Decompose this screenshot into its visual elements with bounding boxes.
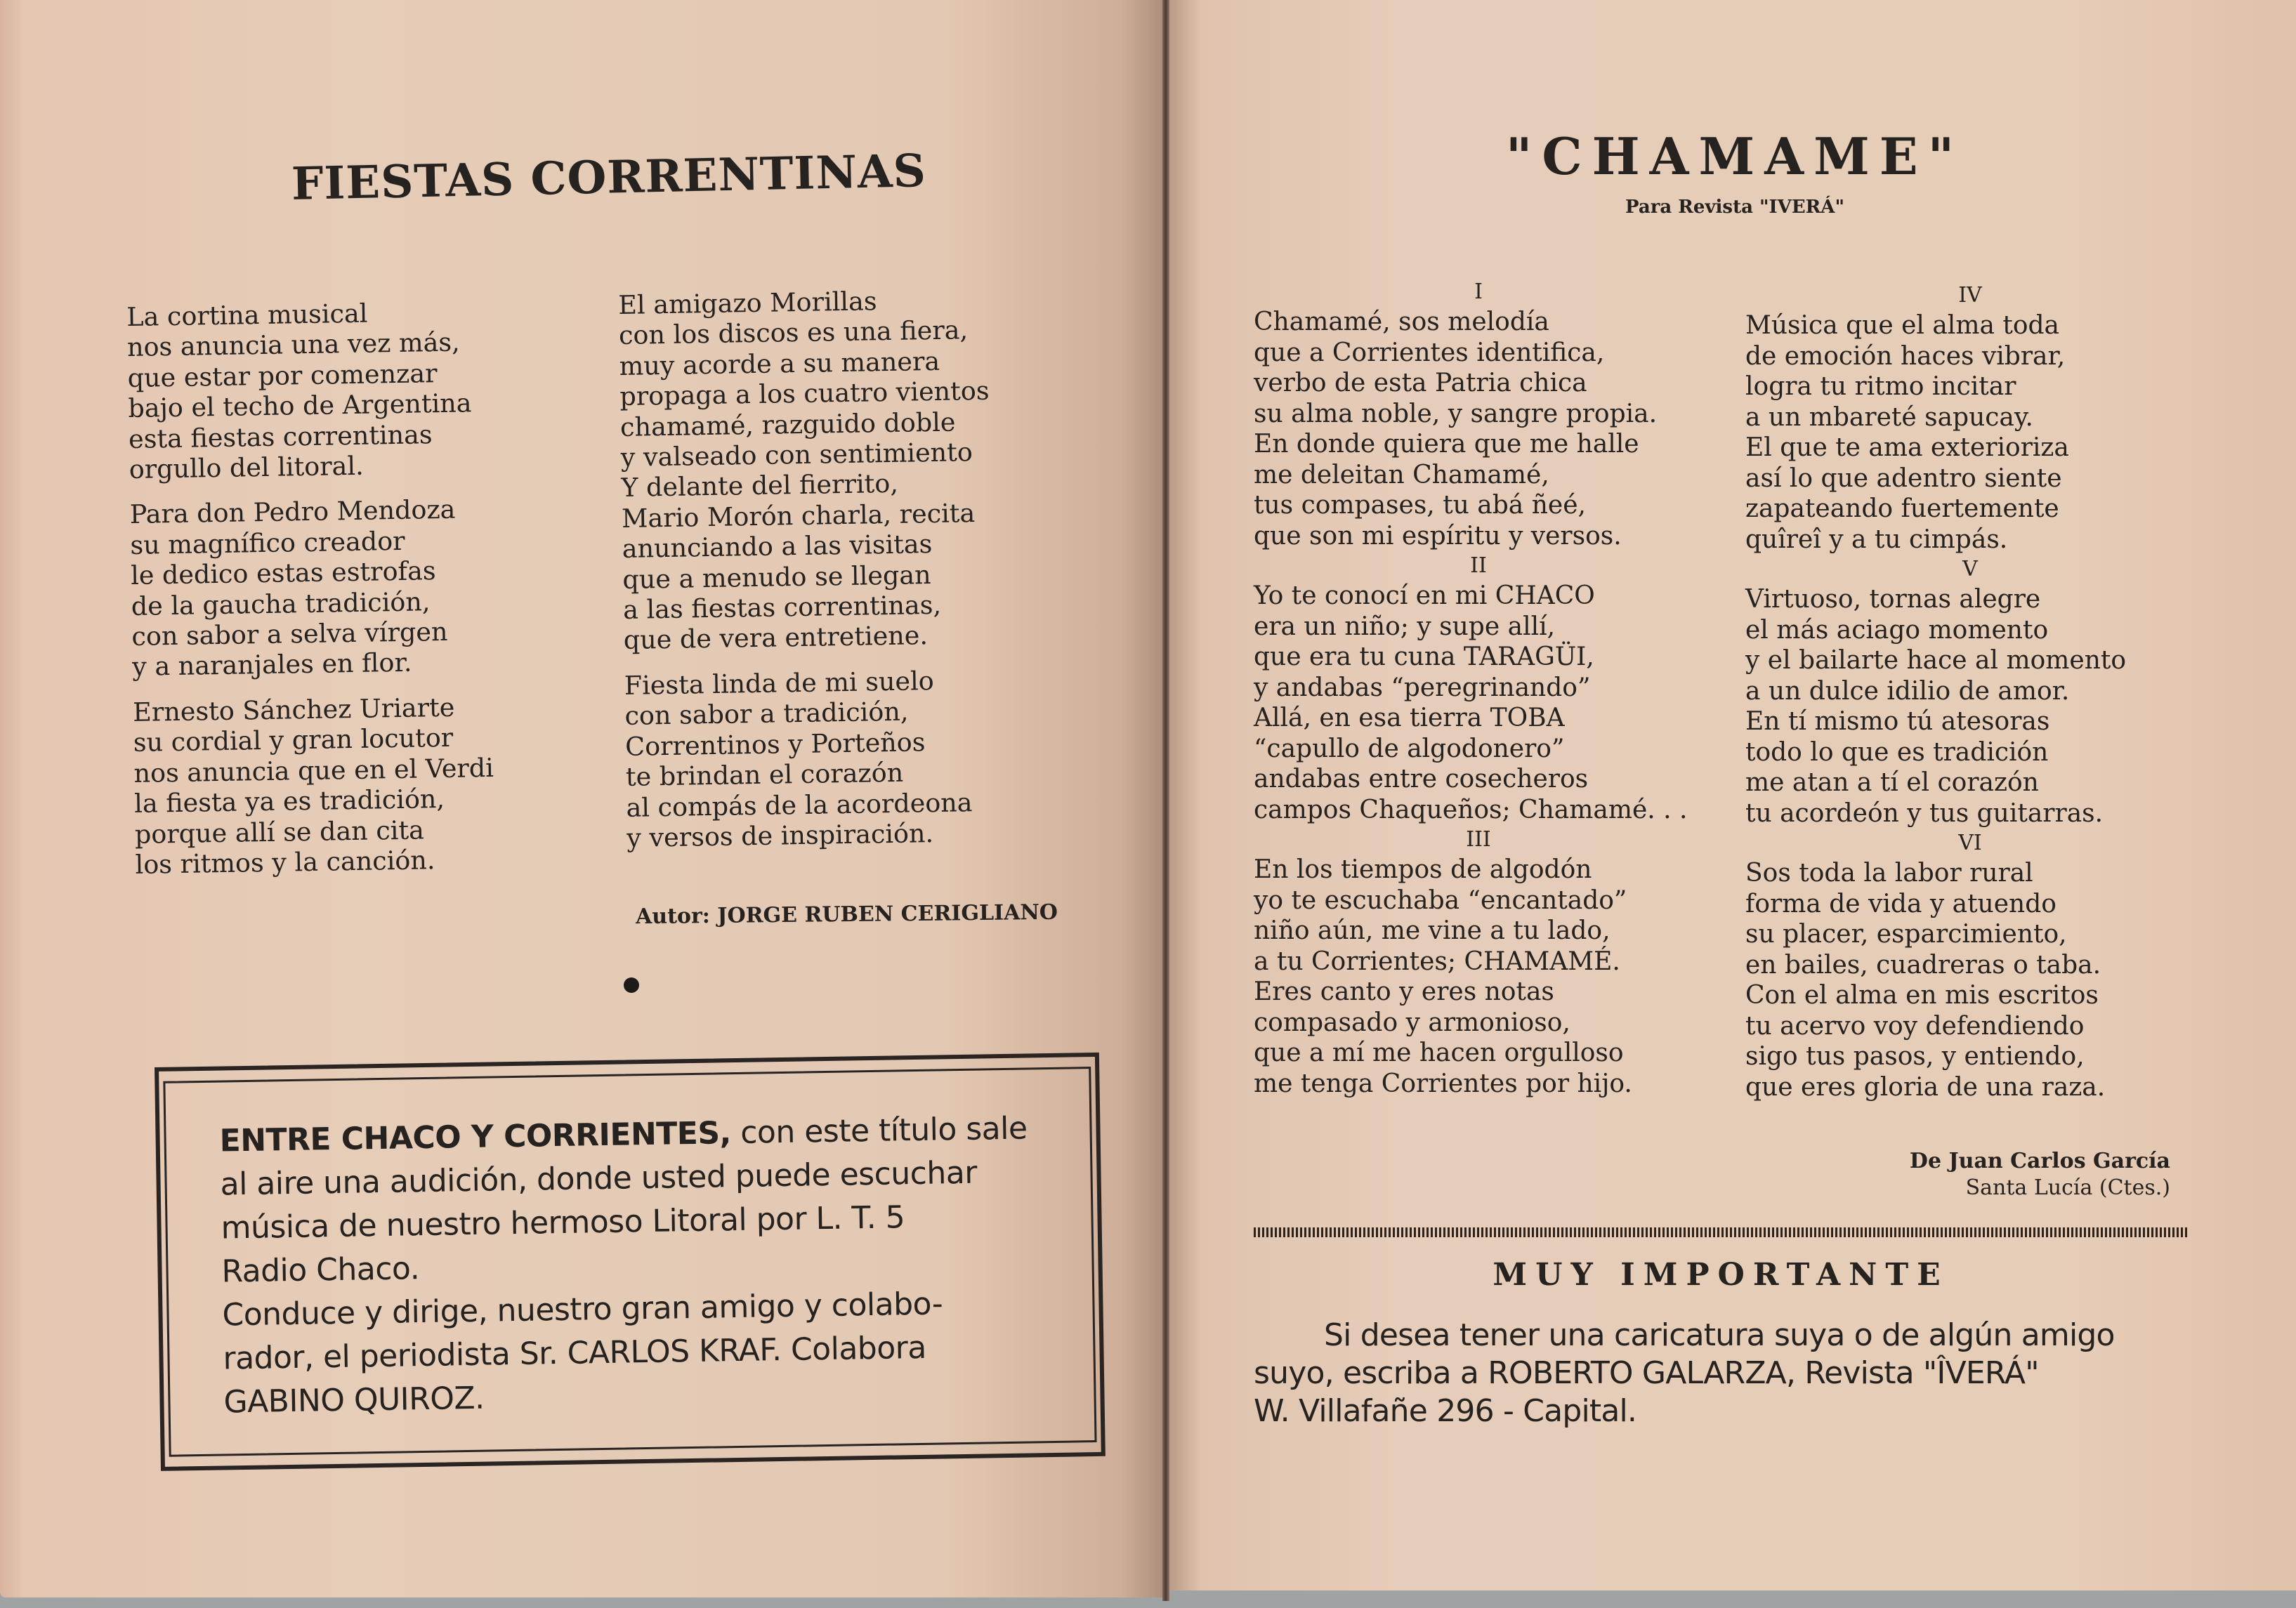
verse-line: anunciando a las visitas: [622, 529, 933, 565]
verse-line: y versos de inspiración.: [626, 817, 934, 853]
verse-line: que de vera entretiene.: [623, 620, 929, 656]
verse-line: que a mí me hacen orgulloso: [1254, 1039, 1624, 1067]
credit-place: Santa Lucía (Ctes.): [1965, 1175, 2170, 1200]
verse-line: que son mi espíritu y versos.: [1254, 521, 1622, 551]
verse-line: tus compases, tu abá ñeé,: [1254, 491, 1586, 520]
verse-line: El que te ama exterioriza: [1745, 433, 2069, 462]
verse-line: su cordial y gran locutor: [133, 723, 454, 758]
verse-line: y el bailarte hace al momento: [1745, 646, 2127, 675]
verse-line: niño aún, me vine a tu lado,: [1254, 916, 1611, 945]
bullet-dot: [624, 977, 639, 993]
stanza: [618, 284, 993, 656]
verse-line: de la gaucha tradición,: [131, 586, 431, 621]
poem-author: Autor: JORGE RUBEN CERIGLIANO: [635, 899, 1058, 930]
verse-line: de emoción haces vibrar,: [1745, 341, 2066, 371]
poem-title-chamame: "CHAMAME": [1505, 126, 1964, 186]
verse-line: con sabor a selva vírgen: [131, 616, 448, 652]
verse-line: Allá, en esa tierra TOBA: [1254, 704, 1565, 732]
verse-line: Correntinos y Porteños: [624, 726, 926, 762]
verse-line: Ernesto Sánchez Uriarte: [132, 692, 455, 727]
verse-line: En donde quiera que me halle: [1254, 430, 1639, 459]
stanza: [1745, 829, 2195, 1102]
stanza: [1745, 555, 2195, 829]
verse-line: te brindan el corazón: [625, 757, 904, 793]
verse-line: Y delante del fierrito,: [621, 468, 899, 503]
stanza-numeral: III: [1466, 827, 1491, 852]
verse-line: Sos toda la labor rural: [1745, 859, 2033, 888]
verse-line: a un mbareté sapucay.: [1745, 402, 2033, 432]
verse-line: con los discos es una fiera,: [618, 315, 969, 351]
stanza: [129, 494, 492, 682]
verse-line: con sabor a tradición,: [624, 696, 909, 732]
verse-line: zapateando fuertemente: [1745, 494, 2059, 523]
verse-line: Mario Morón charla, recita: [621, 497, 976, 534]
verse-line: quîreî y a tu cimpás.: [1745, 525, 2008, 554]
verse-line: su magnífico creador: [130, 525, 405, 560]
announcement-line-text: con este título sale: [730, 1110, 1028, 1152]
poem-column-1: [126, 296, 496, 895]
announcement-box: [155, 1053, 1106, 1471]
verse-line: a un dulce idilio de amor.: [1745, 676, 2070, 706]
verse-line: campos Chaqueños; Chamamé. . .: [1254, 795, 1688, 824]
stanza-numeral: IV: [1958, 283, 1982, 308]
stanza: [133, 692, 495, 880]
verse-line: la fiesta ya es tradición,: [133, 784, 445, 819]
announcement-line: Conduce y dirige, nuestro gran amigo y colabo-: [222, 1286, 943, 1333]
poem-column-2: [618, 284, 997, 868]
dotted-divider: [1254, 1227, 2188, 1237]
verse-line: En tí mismo tú atesoras: [1745, 707, 2050, 736]
verse-line: nos anuncia que en el Verdi: [133, 752, 494, 789]
poem-right-column-1: [1254, 277, 1703, 1099]
verse-line: y a naranjales en flor.: [131, 647, 412, 683]
verse-line: yo te escuchaba “encantado”: [1254, 885, 1627, 915]
verse-line: Con el alma en mis escritos: [1745, 981, 2099, 1010]
poem-title-fiestas-correntinas: FIESTAS CORRENTINAS: [291, 145, 927, 211]
verse-line: su placer, esparcimiento,: [1745, 920, 2067, 949]
announcement-line: Radio Chaco.: [221, 1251, 420, 1290]
verse-line: chamamé, razguido doble: [619, 407, 956, 442]
verse-line: el más aciago momento: [1745, 615, 2049, 645]
stanza: [624, 665, 997, 854]
announcement-highlight: ENTRE CHACO Y CORRIENTES,: [219, 1115, 732, 1159]
verse-line: andabas entre cosecheros: [1254, 765, 1589, 793]
verse-line: bajo el techo de Argentina: [128, 388, 472, 424]
verse-line: Eres canto y eres notas: [1254, 977, 1554, 1006]
stanza: [1254, 825, 1703, 1099]
verse-line: que era tu cuna TARAGÜI,: [1254, 642, 1594, 671]
verse-line: era un niño; y supe allí,: [1254, 612, 1556, 641]
notice-line: suyo, escriba a ROBERTO GALARZA, Revista "ÎVERÁ": [1254, 1355, 2039, 1391]
verse-line: al compás de la acordeona: [626, 786, 973, 823]
verse-line: El amigazo Morillas: [618, 286, 877, 320]
verse-line: a tu Corrientes; CHAMAMÉ.: [1254, 947, 1620, 976]
verse-line: y valseado con sentimiento: [620, 437, 973, 473]
verse-line: Música que el alma toda: [1745, 311, 2060, 340]
credit-author: De Juan Carlos García: [1909, 1149, 2170, 1173]
stanza: [1254, 277, 1703, 551]
verse-line: que estar por comenzar: [127, 357, 438, 393]
verse-line: compasado y armonioso,: [1254, 1008, 1570, 1037]
verse-line: me tenga Corrientes por hijo.: [1254, 1069, 1632, 1098]
stanza-numeral: V: [1962, 557, 1978, 581]
verse-line: nos anuncia una vez más,: [126, 327, 461, 363]
verse-line: Yo te conocí en mi CHACO: [1254, 581, 1595, 610]
verse-line: porque allí se dan cita: [134, 814, 425, 850]
stanza: [1745, 281, 2195, 555]
verse-line: muy acorde a su manera: [619, 345, 940, 381]
notice-title: MUY IMPORTANTE: [1493, 1257, 1949, 1293]
stanza: [1254, 551, 1703, 825]
verse-line: orgullo del litoral.: [129, 450, 364, 485]
verse-line: a las fiestas correntinas,: [622, 589, 942, 626]
verse-line: logra tu ritmo incitar: [1745, 372, 2016, 401]
verse-line: “capullo de algodonero”: [1254, 734, 1565, 763]
verse-line: En los tiempos de algodón: [1254, 855, 1592, 884]
notice-body: [1254, 1317, 2195, 1430]
verse-line: Virtuoso, tornas alegre: [1745, 585, 2041, 614]
verse-line: La cortina musical: [126, 298, 368, 332]
notice-line: Si desea tener una caricatura suya o de algún amigo: [1324, 1317, 2115, 1353]
verse-line: que eres gloria de una raza.: [1745, 1072, 2106, 1102]
notice-line: W. Villafañe 296 - Capital.: [1254, 1393, 1637, 1429]
announcement-line: GABINO QUIROZ.: [223, 1380, 485, 1421]
verse-line: Fiesta linda de mi suelo: [624, 665, 935, 701]
announcement-line: al aire una audición, donde usted puede escuchar: [220, 1154, 978, 1203]
verse-line: en bailes, cuadreras o taba.: [1745, 950, 2101, 980]
verse-line: tu acordeón y tus guitarras.: [1745, 798, 2104, 828]
stanza: [126, 296, 489, 485]
verse-line: verbo de esta Patria chica: [1254, 369, 1587, 397]
stanza-numeral: I: [1474, 279, 1483, 304]
verse-line: le dedico estas estrofas: [130, 555, 436, 591]
verse-line: así lo que adentro siente: [1745, 463, 2062, 493]
poem-subtitle: Para Revista "IVERÁ": [1625, 197, 1844, 218]
verse-line: todo lo que es tradición: [1745, 737, 2049, 767]
verse-line: me atan a tí el corazón: [1745, 768, 2039, 797]
poem-credit: [1889, 1148, 2170, 1201]
announcement-line: rador, el periodista Sr. CARLOS KRAF. Colabora: [223, 1329, 927, 1377]
announcement-text: [219, 1107, 1067, 1425]
verse-line: que a menudo se llegan: [622, 559, 931, 595]
announcement-line: música de nuestro hermoso Litoral por L. T. 5: [221, 1199, 905, 1246]
verse-line: tu acervo voy defendiendo: [1745, 1011, 2085, 1041]
stanza-numeral: II: [1470, 553, 1487, 578]
book-spine: [1162, 0, 1169, 1601]
verse-line: sigo tus pasos, y entiendo,: [1745, 1042, 2085, 1071]
verse-line: y andabas “peregrinando”: [1254, 673, 1591, 702]
poem-right-column-2: [1745, 281, 2195, 1102]
stanza-numeral: VI: [1958, 831, 1982, 855]
verse-line: los ritmos y la canción.: [135, 845, 435, 880]
verse-line: que a Corrientes identifica,: [1254, 338, 1605, 367]
verse-line: forma de vida y atuendo: [1745, 889, 2056, 918]
verse-line: Para don Pedro Mendoza: [129, 494, 456, 530]
verse-line: me deleitan Chamamé,: [1254, 460, 1549, 489]
verse-line: Chamamé, sos melodía: [1254, 308, 1549, 336]
verse-line: esta fiestas correntinas: [128, 419, 433, 454]
verse-line: propaga a los cuatro vientos: [619, 375, 990, 412]
verse-line: su alma noble, y sangre propia.: [1254, 399, 1658, 428]
